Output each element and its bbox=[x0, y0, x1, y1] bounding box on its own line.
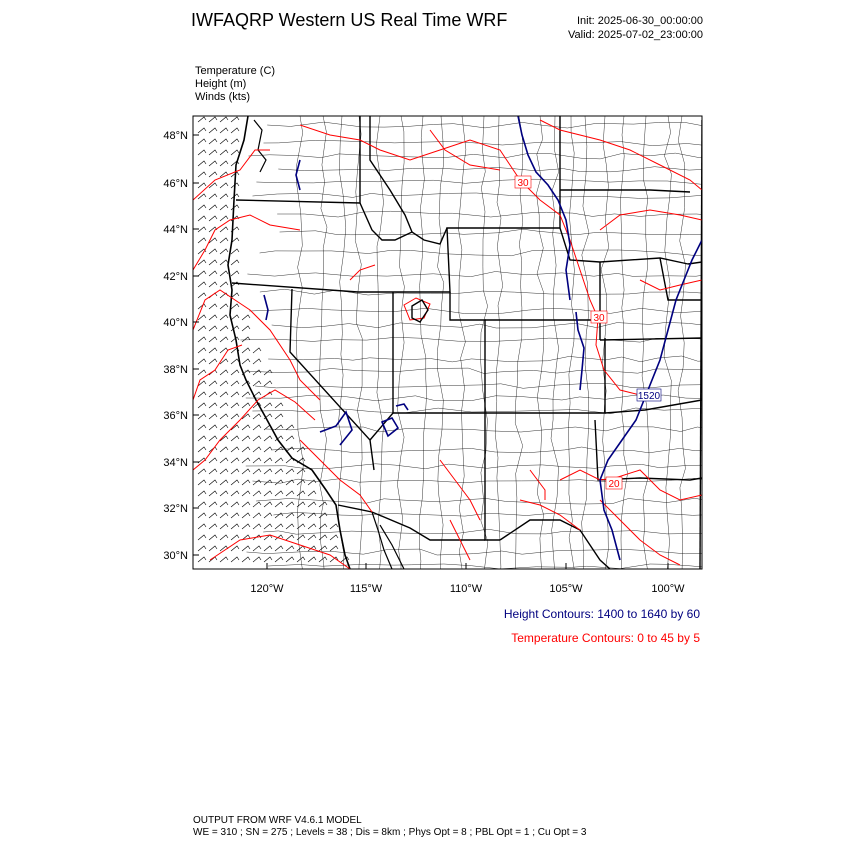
contour-label-temp-30-mid: 30 bbox=[593, 313, 605, 324]
valid-time: Valid: 2025-07-02_23:00:00 bbox=[568, 29, 703, 41]
footer-model: OUTPUT FROM WRF V4.6.1 MODEL bbox=[193, 815, 362, 826]
lon-label: 100°W bbox=[651, 583, 685, 595]
contour-label-height-1520: 1520 bbox=[637, 391, 661, 402]
legend-temperature: Temperature (C) bbox=[195, 65, 276, 77]
map-content bbox=[193, 116, 736, 598]
plot-frame bbox=[193, 116, 702, 569]
state-borders bbox=[232, 116, 702, 569]
lat-label: 46°N bbox=[163, 178, 188, 190]
county-lines bbox=[241, 116, 737, 598]
lat-label: 38°N bbox=[163, 364, 188, 376]
gulf-coastline bbox=[372, 512, 404, 569]
contour-label-temp-30-north: 30 bbox=[517, 178, 529, 189]
lon-label: 115°W bbox=[349, 583, 383, 595]
lat-label: 40°N bbox=[163, 317, 188, 329]
init-time: Init: 2025-06-30_00:00:00 bbox=[577, 15, 703, 27]
legend-winds: Winds (kts) bbox=[195, 91, 250, 103]
temperature-contours bbox=[193, 120, 702, 569]
contour-label-temp-20-south: 20 bbox=[608, 479, 620, 490]
county-boundaries bbox=[241, 116, 737, 598]
legend-height: Height (m) bbox=[195, 78, 247, 90]
lon-label: 120°W bbox=[250, 583, 284, 595]
lon-label: 105°W bbox=[549, 583, 583, 595]
puget-coast bbox=[254, 120, 266, 172]
lat-label: 32°N bbox=[163, 503, 188, 515]
longitude-axis bbox=[250, 563, 685, 595]
lat-label: 48°N bbox=[163, 130, 188, 142]
map-title: IWFAQRP Western US Real Time WRF bbox=[191, 10, 508, 30]
wind-barb-set bbox=[198, 117, 349, 562]
lat-label: 44°N bbox=[163, 224, 188, 236]
lat-label: 34°N bbox=[163, 457, 188, 469]
lat-label: 36°N bbox=[163, 410, 188, 422]
lat-label: 42°N bbox=[163, 271, 188, 283]
latitude-axis bbox=[163, 130, 199, 562]
footer-config: WE = 310 ; SN = 275 ; Levels = 38 ; Dis = 8km ; Phys Opt = 8 ; PBL Opt = 1 ; Cu Opt = 3 bbox=[193, 827, 587, 838]
temperature-contours-info: Temperature Contours: 0 to 45 by 5 bbox=[511, 631, 700, 645]
contour-label-group bbox=[515, 176, 661, 490]
height-contours-info: Height Contours: 1400 to 1640 by 60 bbox=[503, 607, 700, 621]
lon-label: 110°W bbox=[449, 583, 483, 595]
model-footer bbox=[193, 815, 586, 839]
wind-barbs bbox=[198, 117, 349, 562]
lat-label: 30°N bbox=[163, 550, 188, 562]
